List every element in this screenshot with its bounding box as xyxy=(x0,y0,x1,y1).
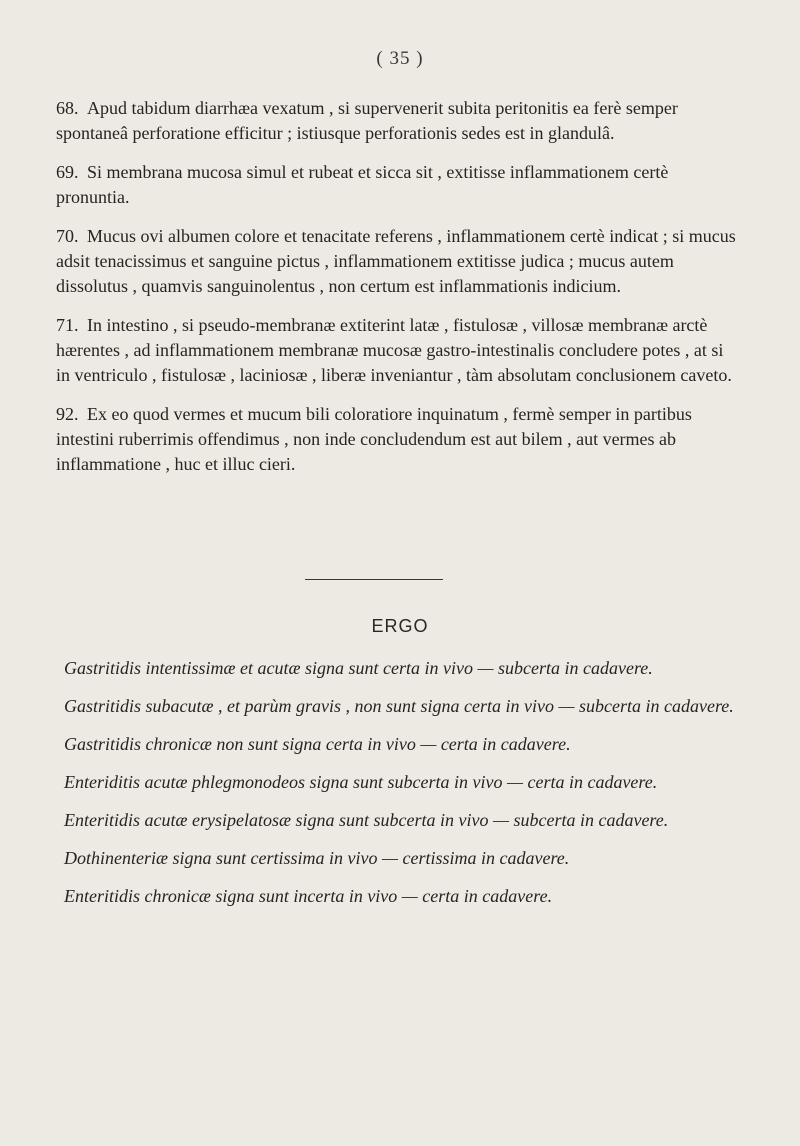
paragraph-69 xyxy=(56,160,740,210)
paragraph-number: 71. xyxy=(56,315,79,335)
paragraph-number: 69. xyxy=(56,162,79,182)
paragraph-list xyxy=(56,96,740,491)
conclusion-item: Gastritidis chronicæ non sunt signa certa in vivo — certa in cadavere. xyxy=(64,734,571,754)
conclusion-list xyxy=(64,656,754,922)
paragraph-number: 70. xyxy=(56,226,79,246)
section-divider xyxy=(305,579,443,580)
conclusion-item: Dothinenteriæ signa sunt certissima in vivo — certissima in cadavere. xyxy=(64,848,570,868)
conclusion-item: Enteriditis acutæ phlegmonodeos signa sunt subcerta in vivo — certa in cadavere. xyxy=(64,772,658,792)
conclusion-item: Gastritidis subacutæ , et parùm gravis , non sunt signa certa in vivo — subcerta in cadavere. xyxy=(64,696,734,716)
paragraph-71 xyxy=(56,313,740,388)
paragraph-70 xyxy=(56,224,740,299)
conclusion-item: Enteritidis acutæ erysipelatosæ signa sunt subcerta in vivo — subcerta in cadavere. xyxy=(64,810,669,830)
paragraph-text: Mucus ovi albumen colore et tenacitate referens , inflammationem certè indicat ; si mucus adsit tenacissimus et sanguine pictus , inflammationem extitisse judica ; mucus autem dissolutus , quamvis sanguinolentus , non certum est inflammationis indicium. xyxy=(56,226,736,296)
conclusion-item: Enteritidis chronicæ signa sunt incerta in vivo — certa in cadavere. xyxy=(64,886,553,906)
paragraph-68 xyxy=(56,96,740,146)
ergo-heading: ERGO xyxy=(371,616,429,636)
paragraph-text: In intestino , si pseudo-membranæ extiterint latæ , fistulosæ , villosæ membranæ arctè hærentes , ad inflammationem membranæ mucosæ gastro-intestinalis concludere potes , at si in ventriculo , fistulosæ , laciniosæ , liberæ inveniantur , tàm absolutam conclusionem caveto. xyxy=(56,315,732,385)
paragraph-number: 92. xyxy=(56,404,79,424)
paragraph-number: 68. xyxy=(56,98,79,118)
paragraph-text: Ex eo quod vermes et mucum bili coloratiore inquinatum , fermè semper in partibus intestini ruberrimis offendimus , non inde concludendum est aut bilem , aut vermes ab inflammatione , huc et illuc cieri. xyxy=(56,404,692,474)
page-number: ( 35 ) xyxy=(376,48,424,69)
paragraph-92 xyxy=(56,402,740,477)
conclusion-item: Gastritidis intentissimæ et acutæ signa sunt certa in vivo — subcerta in cadavere. xyxy=(64,658,653,678)
paragraph-text: Apud tabidum diarrhæa vexatum , si supervenerit subita peritonitis ea ferè semper spontaneâ perforatione efficitur ; istiusque perforationis sedes est in glandulâ. xyxy=(56,98,678,143)
paragraph-text: Si membrana mucosa simul et rubeat et sicca sit , extitisse inflammationem certè pronuntia. xyxy=(56,162,669,207)
